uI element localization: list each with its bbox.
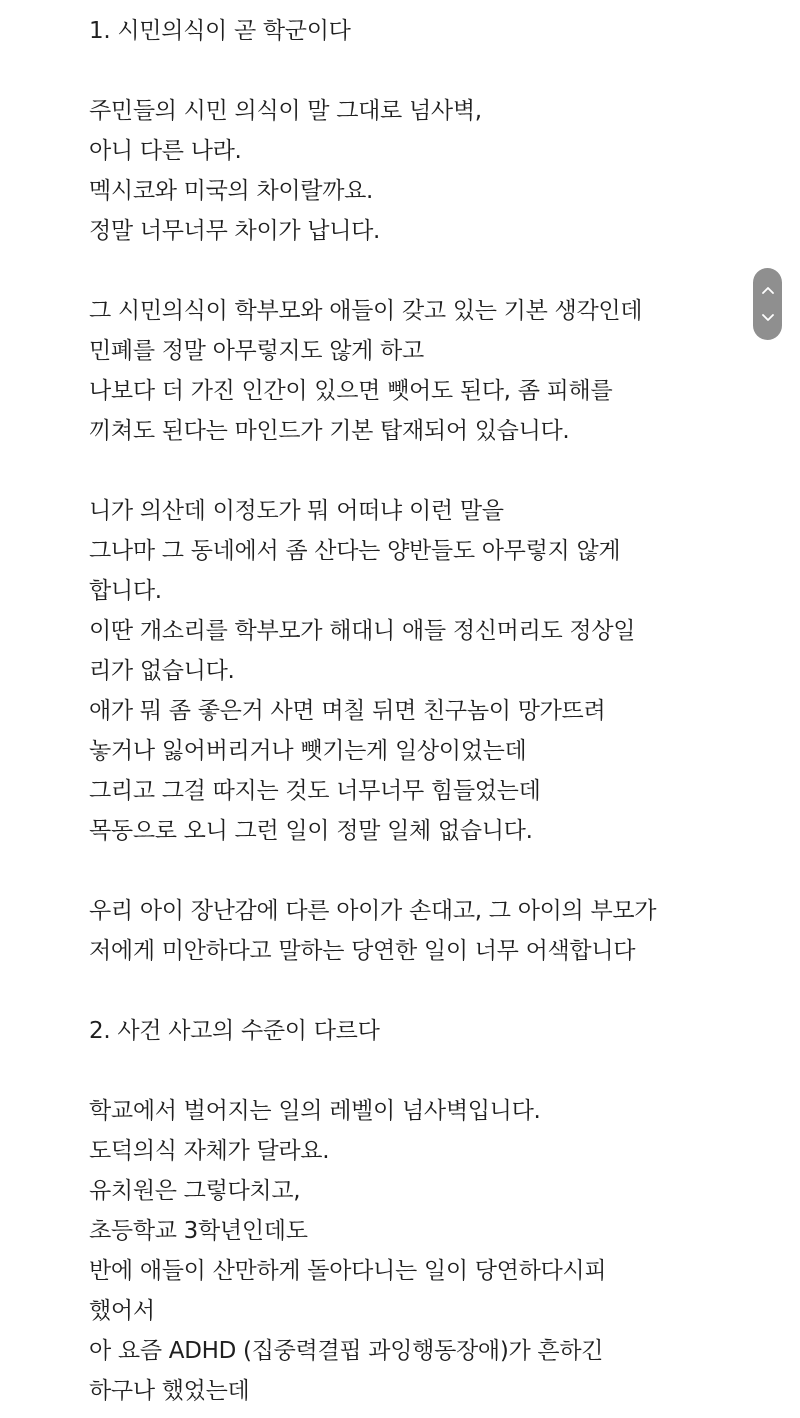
text-line: 목동으로 오니 그런 일이 정말 일체 없습니다. <box>89 818 533 844</box>
text-line: 니가 의산데 이정도가 뭐 어떠냐 이런 말을 <box>89 498 504 524</box>
text-line: 주민들의 시민 의식이 말 그대로 넘사벽, <box>89 98 482 124</box>
text-line: 그나마 그 동네에서 좀 산다는 양반들도 아무렇지 않게 <box>89 538 621 564</box>
text-line: 그리고 그걸 따지는 것도 너무너무 힘들었는데 <box>89 778 541 804</box>
text-line: 이딴 개소리를 학부모가 해대니 애들 정신머리도 정상일 <box>89 618 636 644</box>
text-line: 저에게 미안하다고 말하는 당연한 일이 너무 어색합니다 <box>89 938 636 964</box>
text-line: 정말 너무너무 차이가 납니다. <box>89 218 381 244</box>
text-line: 우리 아이 장난감에 다른 아이가 손대고, 그 아이의 부모가 <box>89 898 657 924</box>
paragraph-spacer <box>89 851 739 891</box>
chevron-down-icon <box>762 314 774 322</box>
scroll-widget[interactable] <box>753 268 782 340</box>
text-line: 리가 없습니다. <box>89 658 235 684</box>
text-line: 멕시코와 미국의 차이랄까요. <box>89 178 374 204</box>
paragraph-spacer <box>89 251 739 291</box>
text-line: 애가 뭐 좀 좋은거 사면 며칠 뒤면 친구놈이 망가뜨려 <box>89 698 606 724</box>
text-line: 민폐를 정말 아무렇지도 않게 하고 <box>89 338 424 364</box>
text-line: 2. 사건 사고의 수준이 다르다 <box>89 1018 380 1044</box>
text-line: 초등학교 3학년인데도 <box>89 1218 308 1244</box>
text-line: 합니다. <box>89 578 162 604</box>
text-line: 끼쳐도 된다는 마인드가 기본 탑재되어 있습니다. <box>89 418 570 444</box>
scroll-up-button[interactable] <box>753 276 782 304</box>
text-line: 1. 시민의식이 곧 학군이다 <box>89 18 351 44</box>
text-line: 그 시민의식이 학부모와 애들이 갖고 있는 기본 생각인데 <box>89 298 643 324</box>
scroll-down-button[interactable] <box>753 304 782 332</box>
text-line: 도덕의식 자체가 달라요. <box>89 1138 330 1164</box>
article-body <box>89 0 739 1411</box>
text-line: 유치원은 그렇다치고, <box>89 1178 301 1204</box>
text-line: 반에 애들이 산만하게 돌아다니는 일이 당연하다시피 <box>89 1258 607 1284</box>
text-line: 하구나 했었는데 <box>89 1378 250 1404</box>
paragraph-spacer <box>89 971 739 1011</box>
paragraph-spacer <box>89 51 739 91</box>
text-line: 아니 다른 나라. <box>89 138 242 164</box>
chevron-up-icon <box>762 286 774 294</box>
text-line: 나보다 더 가진 인간이 있으면 뺏어도 된다, 좀 피해를 <box>89 378 613 404</box>
text-line: 했어서 <box>89 1298 155 1324</box>
text-line: 아 요즘 ADHD (집중력결핍 과잉행동장애)가 흔하긴 <box>89 1338 604 1364</box>
text-line: 학교에서 벌어지는 일의 레벨이 넘사벽입니다. <box>89 1098 541 1124</box>
paragraph-spacer <box>89 451 739 491</box>
paragraph-spacer <box>89 1051 739 1091</box>
text-line: 놓거나 잃어버리거나 뺏기는게 일상이었는데 <box>89 738 527 764</box>
